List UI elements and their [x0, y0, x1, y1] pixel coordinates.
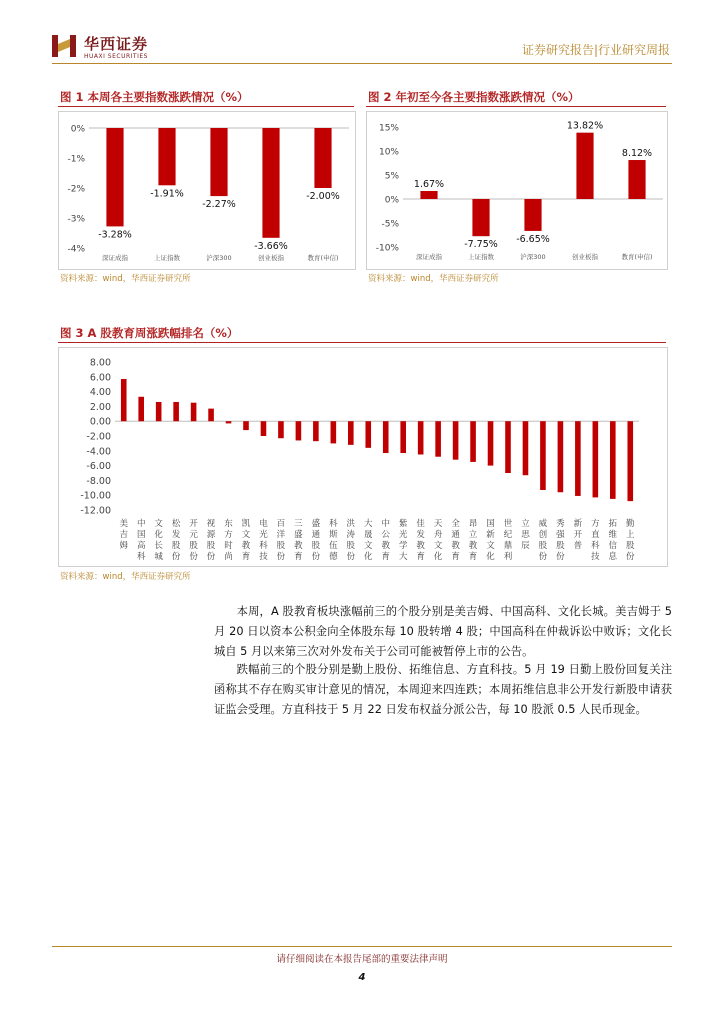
huaxi-logo-icon: [52, 33, 76, 59]
bar-沪深300: [524, 199, 541, 231]
y-tick-label: 10%: [378, 147, 399, 158]
bar-创业板指: [576, 133, 593, 199]
x-tick-label: 紫光学大: [398, 519, 408, 562]
x-tick-label: 深证成指: [102, 254, 128, 262]
x-tick-label: 拓维信息: [608, 519, 618, 562]
x-tick-label: 天舟文化: [433, 519, 443, 562]
bar-深证成指: [106, 128, 123, 226]
bar-洪涛股份: [348, 421, 354, 445]
figure-2-title-rule: [366, 106, 666, 107]
figure-3-chart-frame: [58, 347, 668, 567]
figure-2-title: 图 2 年初至今各主要指数涨跌情况（%）: [368, 90, 580, 104]
data-label: -2.27%: [202, 199, 236, 211]
x-tick-label: 盛通股份: [311, 519, 321, 562]
figure-2-chart-frame: [366, 111, 668, 270]
bar-凯文教育: [243, 421, 249, 430]
bar-开元股份: [191, 403, 197, 422]
bar-中国高科: [138, 397, 144, 421]
bar-上证指数: [472, 199, 489, 236]
bar-天舟文化: [435, 421, 441, 457]
figure-3-chart: [59, 348, 667, 566]
bar-文化长城: [156, 402, 162, 421]
bar-佳发教育: [418, 421, 424, 454]
bar-秀强股份: [558, 421, 564, 492]
bar-昂立教育: [470, 421, 476, 462]
header-divider: [52, 63, 672, 64]
bar-上证指数: [158, 128, 175, 185]
x-tick-label: 视源股份: [206, 519, 216, 562]
y-tick-label: -12.00: [80, 505, 111, 517]
y-tick-label: 0%: [70, 124, 85, 135]
bar-百洋股份: [278, 421, 284, 438]
y-tick-label: -2%: [67, 184, 85, 195]
x-tick-label: 松发股份: [171, 519, 181, 562]
bar-沪深300: [210, 128, 227, 196]
body-paragraph-gainers: 本周，A 股教育板块涨幅前三的个股分别是美吉姆、中国高科、文化长城。美吉姆于 5 月 20 日以资本公积金向全体股东每 10 股转增 4 股；中国高科在仲裁诉讼中败诉；文化长城自 5 月以来第三次对外发布关于公司可能被暂停上市的公告。: [214, 605, 672, 658]
y-tick-label: -8.00: [86, 475, 111, 487]
figure-3-title-rule: [58, 342, 666, 343]
report-type-label: 证券研究报告|行业研究周报: [521, 43, 670, 57]
x-tick-label: 上证指数: [468, 253, 494, 261]
x-tick-label: 佳发教育: [416, 519, 425, 562]
y-tick-label: 4.00: [89, 387, 111, 399]
x-tick-label: 秀强股份: [556, 519, 565, 562]
bar-东方时尚: [226, 421, 232, 423]
data-label: -7.75%: [464, 239, 498, 251]
bar-三盛教育: [296, 421, 302, 440]
y-tick-label: -5%: [381, 219, 399, 230]
figure-2-source: 资料来源：wind，华西证券研究所: [368, 274, 499, 284]
x-tick-label: 创业板指: [572, 253, 598, 261]
bar-中公教育: [383, 421, 389, 453]
figure-1-chart: [59, 112, 355, 269]
x-tick-label: 大晟文化: [364, 519, 373, 562]
bar-勤上股份: [627, 421, 633, 501]
bar-盛通股份: [313, 421, 319, 441]
y-tick-label: 2.00: [89, 401, 111, 413]
bar-视源股份: [208, 409, 214, 422]
bar-电光科技: [261, 421, 267, 436]
y-tick-label: 15%: [378, 123, 399, 134]
y-tick-label: 0.00: [89, 416, 111, 428]
x-tick-label: 沪深300: [520, 253, 546, 261]
x-tick-label: 百洋股份: [276, 519, 286, 562]
logo-wordmark-en: HUAXI SECURITIES: [84, 53, 148, 60]
bar-新开普: [575, 421, 581, 496]
bar-世纪鼎利: [505, 421, 511, 473]
bar-松发股份: [173, 402, 179, 421]
bar-大晟文化: [365, 421, 371, 448]
x-tick-label: 昂立教育: [468, 519, 478, 562]
figure-3-title: 图 3 A 股教育周涨跌幅排名（%）: [60, 326, 239, 340]
x-tick-label: 世纪鼎利: [503, 519, 513, 562]
figure-1-title-rule: [58, 106, 354, 107]
bar-方直科技: [593, 421, 599, 497]
x-tick-label: 威创股份: [538, 519, 548, 562]
legal-disclaimer-note: 请仔细阅读在本报告尾部的重要法律声明: [276, 954, 448, 965]
bar-拓维信息: [610, 421, 616, 499]
x-tick-label: 新开普: [573, 519, 583, 551]
bar-紫光学大: [400, 421, 406, 453]
footer-divider: [52, 946, 672, 947]
x-tick-label: 中国高科: [136, 519, 146, 562]
x-tick-label: 文化长城: [154, 519, 163, 562]
x-tick-label: 全通教育: [451, 519, 460, 562]
bar-威创股份: [540, 421, 546, 490]
bar-国新文化: [488, 421, 494, 465]
figure-1-title: 图 1 本周各主要指数涨跌情况（%）: [60, 90, 249, 104]
x-tick-label: 勤上股份: [626, 519, 635, 562]
figure-2-chart: [367, 112, 667, 269]
x-tick-label: 凯文教育: [241, 519, 251, 562]
y-tick-label: 6.00: [89, 372, 111, 384]
x-tick-label: 开元股份: [189, 519, 198, 562]
data-label: 8.12%: [621, 148, 653, 160]
bar-全通教育: [453, 421, 459, 459]
y-tick-label: -10%: [375, 243, 399, 254]
data-label: 1.67%: [413, 178, 445, 190]
bar-美吉姆: [121, 379, 127, 421]
data-label: -6.65%: [516, 233, 550, 245]
figure-3-source: 资料来源：wind，华西证券研究所: [60, 572, 191, 582]
bar-创业板指: [262, 128, 279, 238]
x-tick-label: 教育(申信): [307, 254, 339, 262]
x-tick-label: 创业板指: [258, 254, 284, 262]
data-label: 13.82%: [566, 120, 604, 132]
bar-科斯伍德: [331, 421, 337, 443]
y-tick-label: -6.00: [86, 461, 111, 473]
logo-wordmark-cn: 华西证券: [84, 35, 149, 53]
data-label: -2.00%: [306, 191, 340, 202]
x-tick-label: 教育(申信): [621, 253, 653, 261]
body-paragraph-losers: 跌幅前三的个股分别是勤上股份、拓维信息、方直科技。5 月 19 日勤上股份回复关注函称其不存在购买审计意见的情况，本周迎来四连跌；本周拓维信息非公开发行新股申请获证监会受理。方直科技于 5 月 22 日发布权益分派公告，每 10 股派 0.5 人民币现金。: [214, 663, 672, 716]
x-tick-label: 中公教育: [381, 519, 390, 562]
x-tick-label: 美吉姆: [119, 519, 128, 551]
y-tick-label: -1%: [67, 154, 85, 165]
y-tick-label: -4%: [67, 244, 85, 255]
y-tick-label: -10.00: [80, 490, 111, 502]
figure-1-chart-frame: [58, 111, 356, 270]
x-tick-label: 深证成指: [416, 253, 442, 261]
data-label: -3.28%: [98, 229, 132, 241]
x-tick-label: 沪深300: [206, 254, 232, 262]
x-tick-label: 洪涛股份: [346, 519, 356, 562]
data-label: -1.91%: [150, 188, 184, 200]
x-tick-label: 国新文化: [486, 519, 495, 562]
bar-深证成指: [420, 191, 437, 199]
y-tick-label: -4.00: [86, 446, 111, 458]
x-tick-label: 上证指数: [154, 254, 180, 262]
y-tick-label: -2.00: [86, 431, 111, 443]
x-tick-label: 东方时尚: [224, 519, 233, 562]
x-tick-label: 立思辰: [521, 519, 530, 551]
figure-1-source: 资料来源：wind，华西证券研究所: [60, 274, 191, 284]
x-tick-label: 科斯伍德: [329, 519, 338, 562]
y-tick-label: 0%: [384, 195, 399, 206]
page-number: 4: [358, 972, 366, 983]
bar-立思辰: [523, 421, 529, 475]
y-tick-label: 8.00: [89, 357, 111, 369]
y-tick-label: -3%: [67, 214, 85, 225]
data-label: -3.66%: [254, 240, 288, 252]
y-tick-label: 5%: [384, 171, 399, 182]
x-tick-label: 三盛教育: [294, 519, 303, 562]
bar-教育(申信): [628, 160, 645, 199]
x-tick-label: 方直科技: [591, 519, 600, 562]
bar-教育(申信): [314, 128, 331, 188]
x-tick-label: 电光科技: [259, 519, 268, 562]
